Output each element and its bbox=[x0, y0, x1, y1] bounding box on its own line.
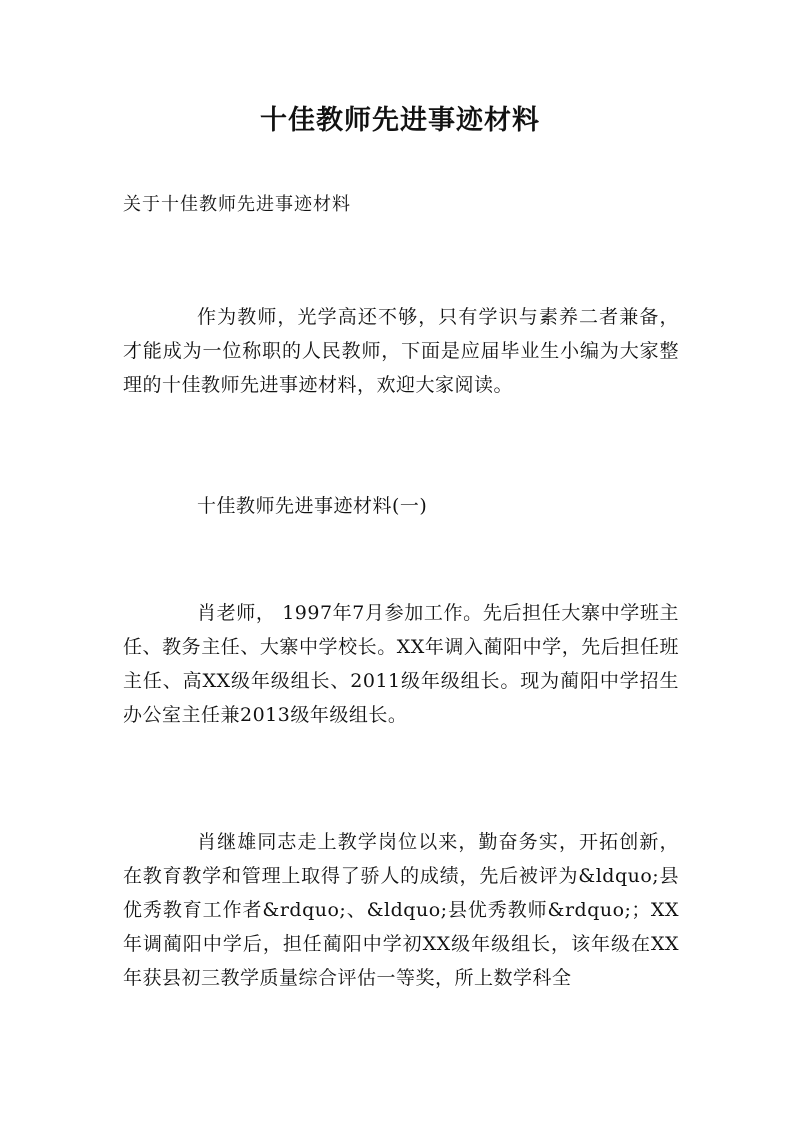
paragraph-achievements: 肖继雄同志走上教学岗位以来，勤奋务实，开拓创新，在教育教学和管理上取得了骄人的成绩，先后被评为&ldquo;县优秀教育工作者&rdquo;、&ldquo;县优秀教师&rdquo;；XX年调蔺阳中学后，担任蔺阳中学初XX级年级组长，该年级在XX年获县初三教学质量综合评估一等奖，所上数学科全 bbox=[123, 831, 679, 989]
document-title: 十佳教师先进事迹材料 bbox=[260, 105, 540, 136]
section-heading: 十佳教师先进事迹材料(一) bbox=[197, 495, 428, 517]
paragraph-intro: 作为教师，光学高还不够，只有学识与素养二者兼备，才能成为一位称职的人民教师，下面是应届毕业生小编为大家整理的十佳教师先进事迹材料，欢迎大家阅读。 bbox=[123, 306, 679, 396]
paragraph-biography: 肖老师， 1997年7月参加工作。先后担任大寨中学班主任、教务主任、大寨中学校长。XX年调入蔺阳中学，先后担任班主任、高XX级年级组长、2011级年级组长。现为蔺阳中学招生办公室主任兼2013级年级组长。 bbox=[123, 602, 679, 726]
document-subtitle: 关于十佳教师先进事迹材料 bbox=[123, 194, 351, 215]
